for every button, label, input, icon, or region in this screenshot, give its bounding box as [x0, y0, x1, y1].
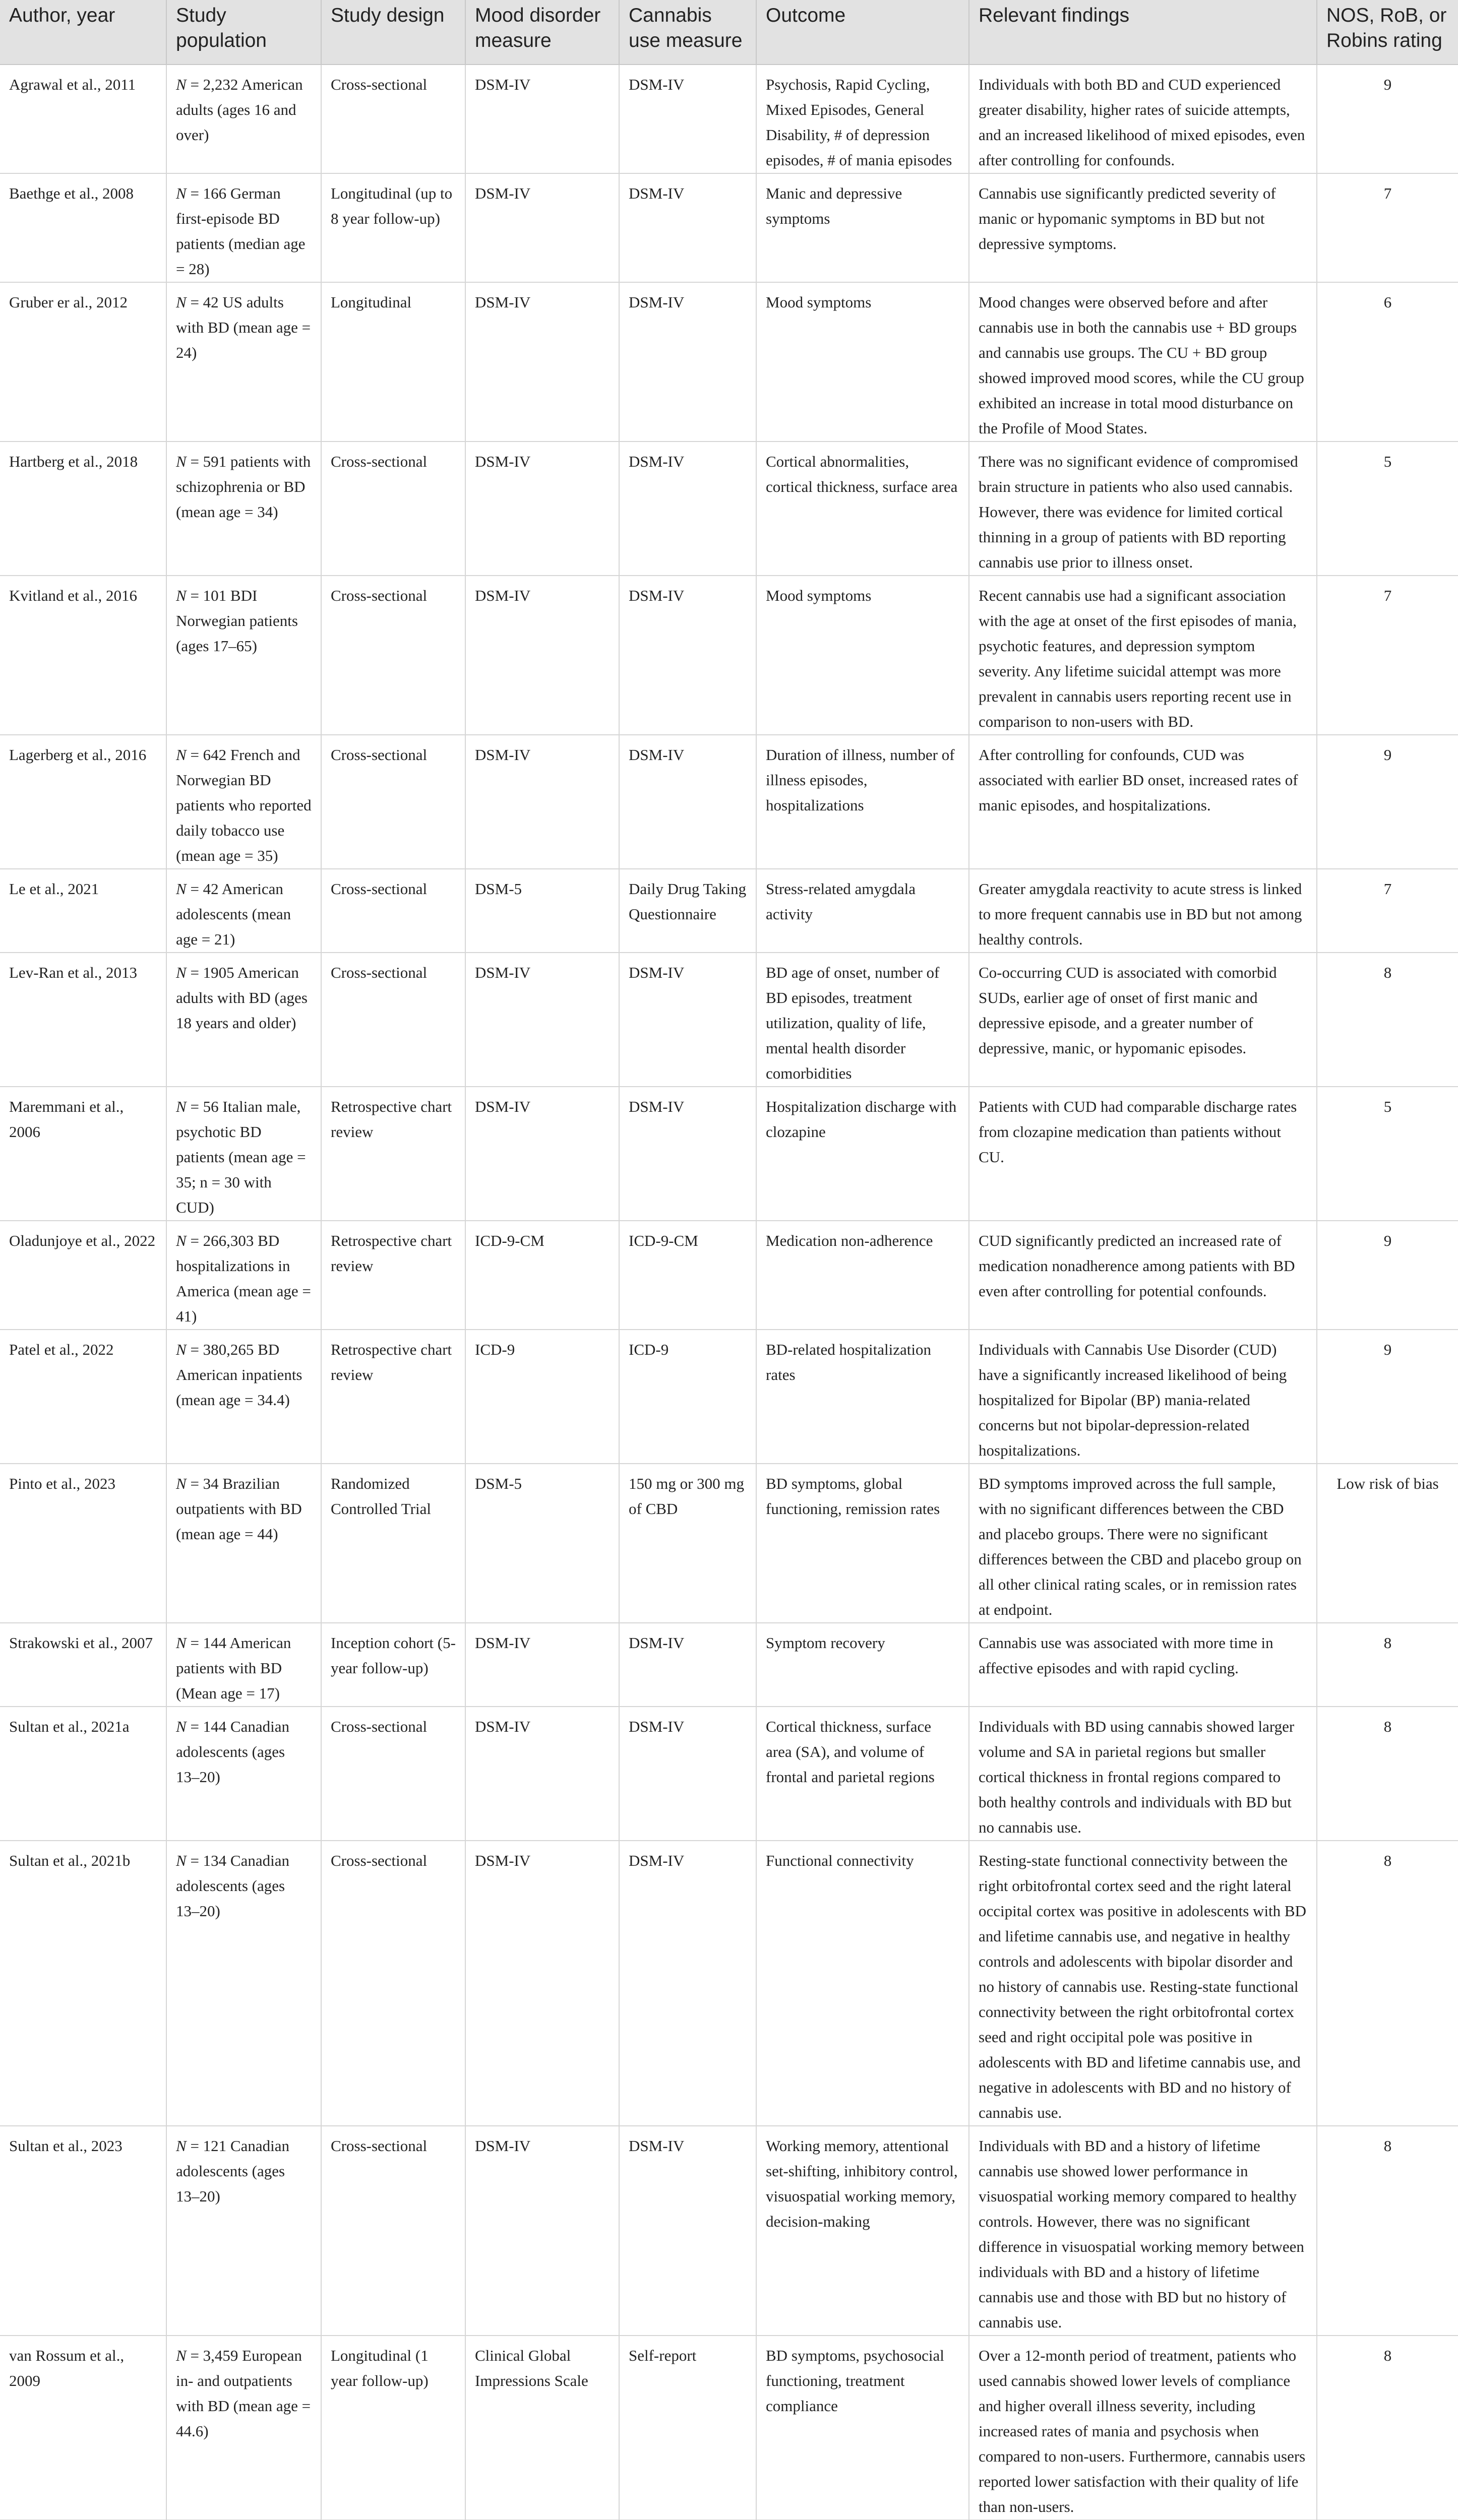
cell-population: N = 144 Canadian adolescents (ages 13–20): [166, 1707, 321, 1841]
cell-author: Pinto et al., 2023: [0, 1464, 166, 1623]
table-row: [0, 735, 1458, 869]
cell-outcome: Mood symptoms: [756, 282, 969, 442]
cell-outcome: Duration of illness, number of illness episodes, hospitalizations: [756, 735, 969, 869]
cell-outcome: BD symptoms, global functioning, remission rates: [756, 1464, 969, 1623]
cell-mood-measure: DSM-IV: [465, 442, 619, 576]
cell-outcome: BD-related hospitalization rates: [756, 1330, 969, 1464]
cell-author: Hartberg et al., 2018: [0, 442, 166, 576]
cell-author: Lagerberg et al., 2016: [0, 735, 166, 869]
cell-population: N = 134 Canadian adolescents (ages 13–20): [166, 1841, 321, 2126]
cell-cannabis-measure: DSM-IV: [619, 1841, 756, 2126]
cell-mood-measure: Clinical Global Impressions Scale: [465, 2336, 619, 2520]
cell-design: Cross-sectional: [321, 869, 465, 953]
header-rating: NOS, RoB, or Robins rating: [1317, 0, 1458, 65]
cell-rating: 8: [1317, 2336, 1458, 2520]
cell-mood-measure: DSM-IV: [465, 576, 619, 735]
cell-rating: 9: [1317, 1330, 1458, 1464]
cell-population: N = 380,265 BD American inpatients (mean age = 34.4): [166, 1330, 321, 1464]
cell-outcome: BD symptoms, psychosocial functioning, treatment compliance: [756, 2336, 969, 2520]
cell-findings: Individuals with both BD and CUD experienced greater disability, higher rates of suicide attempts, and an increased likelihood of mixed episodes, even after controlling for confounds.: [969, 65, 1317, 173]
table-row: [0, 442, 1458, 576]
cell-design: Retrospective chart review: [321, 1087, 465, 1221]
cell-cannabis-measure: DSM-IV: [619, 173, 756, 282]
cell-rating: 8: [1317, 953, 1458, 1087]
cell-design: Longitudinal (up to 8 year follow-up): [321, 173, 465, 282]
cell-author: Sultan et al., 2023: [0, 2126, 166, 2336]
table-row: [0, 953, 1458, 1087]
cell-mood-measure: DSM-IV: [465, 1623, 619, 1707]
header-findings: Relevant findings: [969, 0, 1317, 65]
header-population: Study population: [166, 0, 321, 65]
table-body: [0, 65, 1458, 2520]
cell-population: N = 42 American adolescents (mean age = 21): [166, 869, 321, 953]
cell-design: Cross-sectional: [321, 442, 465, 576]
cell-outcome: Cortical abnormalities, cortical thickness, surface area: [756, 442, 969, 576]
table-row: [0, 1841, 1458, 2126]
cell-outcome: Hospitalization discharge with clozapine: [756, 1087, 969, 1221]
cell-outcome: BD age of onset, number of BD episodes, treatment utilization, quality of life, mental health disorder comorbidities: [756, 953, 969, 1087]
cell-author: Sultan et al., 2021b: [0, 1841, 166, 2126]
cell-design: Retrospective chart review: [321, 1221, 465, 1330]
cell-design: Inception cohort (5-year follow-up): [321, 1623, 465, 1707]
cell-mood-measure: ICD-9-CM: [465, 1221, 619, 1330]
cell-outcome: Symptom recovery: [756, 1623, 969, 1707]
cell-mood-measure: DSM-IV: [465, 735, 619, 869]
cell-population: N = 1905 American adults with BD (ages 18 years and older): [166, 953, 321, 1087]
cell-findings: Mood changes were observed before and after cannabis use in both the cannabis use + BD groups and cannabis use groups. The CU + BD group showed improved mood scores, while the CU group exhibited an increase in total mood disturbance on the Profile of Mood States.: [969, 282, 1317, 442]
cell-cannabis-measure: ICD-9: [619, 1330, 756, 1464]
cell-design: Retrospective chart review: [321, 1330, 465, 1464]
cell-findings: After controlling for confounds, CUD was associated with earlier BD onset, increased rates of manic episodes, and hospitalizations.: [969, 735, 1317, 869]
cell-cannabis-measure: 150 mg or 300 mg of CBD: [619, 1464, 756, 1623]
cell-cannabis-measure: DSM-IV: [619, 282, 756, 442]
cell-cannabis-measure: DSM-IV: [619, 65, 756, 173]
cell-population: N = 3,459 European in- and outpatients with BD (mean age = 44.6): [166, 2336, 321, 2520]
cell-rating: 5: [1317, 1087, 1458, 1221]
cell-population: N = 34 Brazilian outpatients with BD (mean age = 44): [166, 1464, 321, 1623]
cell-mood-measure: ICD-9: [465, 1330, 619, 1464]
cell-mood-measure: DSM-5: [465, 869, 619, 953]
cell-rating: 7: [1317, 869, 1458, 953]
cell-population: N = 42 US adults with BD (mean age = 24): [166, 282, 321, 442]
cell-mood-measure: DSM-IV: [465, 173, 619, 282]
cell-rating: 8: [1317, 1707, 1458, 1841]
table-row: [0, 1707, 1458, 1841]
table-row: [0, 1464, 1458, 1623]
cell-population: N = 266,303 BD hospitalizations in America (mean age = 41): [166, 1221, 321, 1330]
cell-rating: 7: [1317, 173, 1458, 282]
cell-findings: Co-occurring CUD is associated with comorbid SUDs, earlier age of onset of first manic and depressive episode, and a greater number of depressive, manic, or hypomanic episodes.: [969, 953, 1317, 1087]
cell-rating: 7: [1317, 576, 1458, 735]
table-row: [0, 1623, 1458, 1707]
table-row: [0, 1087, 1458, 1221]
cell-author: Le et al., 2021: [0, 869, 166, 953]
table-row: [0, 1221, 1458, 1330]
cell-mood-measure: DSM-IV: [465, 65, 619, 173]
cell-findings: Greater amygdala reactivity to acute stress is linked to more frequent cannabis use in BD but not among healthy controls.: [969, 869, 1317, 953]
cell-cannabis-measure: DSM-IV: [619, 953, 756, 1087]
cell-outcome: Medication non-adherence: [756, 1221, 969, 1330]
cell-cannabis-measure: DSM-IV: [619, 1707, 756, 1841]
cell-findings: Individuals with BD using cannabis showed larger volume and SA in parietal regions but smaller cortical thickness in frontal regions compared to both healthy controls and individuals with BD but no cannabis use.: [969, 1707, 1317, 1841]
cell-mood-measure: DSM-IV: [465, 2126, 619, 2336]
cell-rating: 5: [1317, 442, 1458, 576]
cell-population: N = 101 BDI Norwegian patients (ages 17–65): [166, 576, 321, 735]
header-design: Study design: [321, 0, 465, 65]
cell-population: N = 2,232 American adults (ages 16 and over): [166, 65, 321, 173]
cell-mood-measure: DSM-IV: [465, 1707, 619, 1841]
table-row: [0, 65, 1458, 173]
table-row: [0, 2126, 1458, 2336]
cell-author: Lev-Ran et al., 2013: [0, 953, 166, 1087]
cell-design: Cross-sectional: [321, 1707, 465, 1841]
cell-outcome: Cortical thickness, surface area (SA), and volume of frontal and parietal regions: [756, 1707, 969, 1841]
cell-cannabis-measure: DSM-IV: [619, 442, 756, 576]
cell-design: Cross-sectional: [321, 2126, 465, 2336]
cell-design: Cross-sectional: [321, 1841, 465, 2126]
header-outcome: Outcome: [756, 0, 969, 65]
cell-findings: Cannabis use was associated with more time in affective episodes and with rapid cycling.: [969, 1623, 1317, 1707]
cell-findings: BD symptoms improved across the full sample, with no significant differences between the CBD and placebo groups. There were no significant differences between the CBD and placebo group on all other clinical rating scales, or in remission rates at endpoint.: [969, 1464, 1317, 1623]
cell-rating: Low risk of bias: [1317, 1464, 1458, 1623]
cell-population: N = 591 patients with schizophrenia or BD (mean age = 34): [166, 442, 321, 576]
cell-population: N = 166 German first-episode BD patients (median age = 28): [166, 173, 321, 282]
cell-cannabis-measure: Self-report: [619, 2336, 756, 2520]
cell-findings: Resting-state functional connectivity between the right orbitofrontal cortex seed and the right lateral occipital cortex was positive in adolescents with BD and lifetime cannabis use, and negative in healthy controls and adolescents with bipolar disorder and no history of cannabis use. Resting-state functional connectivity between the right orbitofrontal cortex seed and right occipital pole was positive in adolescents with BD and lifetime cannabis use, and negative in adolescents with BD and no history of cannabis use.: [969, 1841, 1317, 2126]
cell-cannabis-measure: ICD-9-CM: [619, 1221, 756, 1330]
cell-population: N = 642 French and Norwegian BD patients who reported daily tobacco use (mean age = 35): [166, 735, 321, 869]
cell-findings: CUD significantly predicted an increased rate of medication nonadherence among patients with BD even after controlling for potential confounds.: [969, 1221, 1317, 1330]
cell-cannabis-measure: DSM-IV: [619, 1087, 756, 1221]
cell-mood-measure: DSM-5: [465, 1464, 619, 1623]
cell-cannabis-measure: DSM-IV: [619, 1623, 756, 1707]
cell-author: Baethge et al., 2008: [0, 173, 166, 282]
cell-findings: Cannabis use significantly predicted severity of manic or hypomanic symptoms in BD but not depressive symptoms.: [969, 173, 1317, 282]
cell-author: Agrawal et al., 2011: [0, 65, 166, 173]
cell-design: Longitudinal (1 year follow-up): [321, 2336, 465, 2520]
cell-author: Oladunjoye et al., 2022: [0, 1221, 166, 1330]
table-row: [0, 1330, 1458, 1464]
cell-findings: Over a 12-month period of treatment, patients who used cannabis showed lower levels of compliance and higher overall illness severity, including increased rates of mania and psychosis when compared to non-users. Furthermore, cannabis users reported lower satisfaction with their quality of life than non-users.: [969, 2336, 1317, 2520]
cell-rating: 8: [1317, 2126, 1458, 2336]
cell-population: N = 144 American patients with BD (Mean age = 17): [166, 1623, 321, 1707]
cell-author: Patel et al., 2022: [0, 1330, 166, 1464]
header-cannabis-measure: Cannabis use measure: [619, 0, 756, 65]
cell-findings: Recent cannabis use had a significant association with the age at onset of the first episodes of mania, psychotic features, and depression symptom severity. Any lifetime suicidal attempt was more prevalent in cannabis users reporting recent use in comparison to non-users with BD.: [969, 576, 1317, 735]
cell-design: Cross-sectional: [321, 576, 465, 735]
cell-outcome: Mood symptoms: [756, 576, 969, 735]
cell-author: van Rossum et al., 2009: [0, 2336, 166, 2520]
cell-population: N = 56 Italian male, psychotic BD patients (mean age = 35; n = 30 with CUD): [166, 1087, 321, 1221]
cell-design: Cross-sectional: [321, 953, 465, 1087]
cell-outcome: Working memory, attentional set-shifting, inhibitory control, visuospatial working memory, decision-making: [756, 2126, 969, 2336]
table-row: [0, 2336, 1458, 2520]
cell-design: Randomized Controlled Trial: [321, 1464, 465, 1623]
cell-outcome: Stress-related amygdala activity: [756, 869, 969, 953]
cell-rating: 8: [1317, 1841, 1458, 2126]
header-mood-measure: Mood disorder measure: [465, 0, 619, 65]
cell-rating: 6: [1317, 282, 1458, 442]
cell-outcome: Psychosis, Rapid Cycling, Mixed Episodes, General Disability, # of depression episodes, # of mania episodes: [756, 65, 969, 173]
cell-population: N = 121 Canadian adolescents (ages 13–20): [166, 2126, 321, 2336]
cell-mood-measure: DSM-IV: [465, 953, 619, 1087]
header-author: Author, year: [0, 0, 166, 65]
table-row: [0, 282, 1458, 442]
table-row: [0, 173, 1458, 282]
cell-design: Cross-sectional: [321, 735, 465, 869]
cell-author: Strakowski et al., 2007: [0, 1623, 166, 1707]
cell-cannabis-measure: DSM-IV: [619, 735, 756, 869]
cell-design: Cross-sectional: [321, 65, 465, 173]
cell-outcome: Functional connectivity: [756, 1841, 969, 2126]
cell-mood-measure: DSM-IV: [465, 1087, 619, 1221]
cell-mood-measure: DSM-IV: [465, 282, 619, 442]
table-row: [0, 869, 1458, 953]
table-row: [0, 576, 1458, 735]
cell-findings: Individuals with Cannabis Use Disorder (CUD) have a significantly increased likelihood of being hospitalized for Bipolar (BP) mania-related concerns but not bipolar-depression-related hospitalizations.: [969, 1330, 1317, 1464]
cell-findings: Individuals with BD and a history of lifetime cannabis use showed lower performance in visuospatial working memory compared to healthy controls. However, there was no significant difference in visuospatial working memory between individuals with BD and a history of lifetime cannabis use and those with BD but no history of cannabis use.: [969, 2126, 1317, 2336]
cell-findings: There was no significant evidence of compromised brain structure in patients who also used cannabis. However, there was evidence for limited cortical thinning in a group of patients with BD reporting cannabis use prior to illness onset.: [969, 442, 1317, 576]
cell-mood-measure: DSM-IV: [465, 1841, 619, 2126]
cell-rating: 8: [1317, 1623, 1458, 1707]
cell-outcome: Manic and depressive symptoms: [756, 173, 969, 282]
cell-findings: Patients with CUD had comparable discharge rates from clozapine medication than patients without CU.: [969, 1087, 1317, 1221]
cell-design: Longitudinal: [321, 282, 465, 442]
cell-author: Kvitland et al., 2016: [0, 576, 166, 735]
cell-author: Sultan et al., 2021a: [0, 1707, 166, 1841]
cell-author: Gruber er al., 2012: [0, 282, 166, 442]
cell-cannabis-measure: DSM-IV: [619, 2126, 756, 2336]
cell-rating: 9: [1317, 65, 1458, 173]
header-row: [0, 0, 1458, 65]
cell-rating: 9: [1317, 735, 1458, 869]
cell-rating: 9: [1317, 1221, 1458, 1330]
cell-cannabis-measure: DSM-IV: [619, 576, 756, 735]
cell-author: Maremmani et al., 2006: [0, 1087, 166, 1221]
cell-cannabis-measure: Daily Drug Taking Questionnaire: [619, 869, 756, 953]
